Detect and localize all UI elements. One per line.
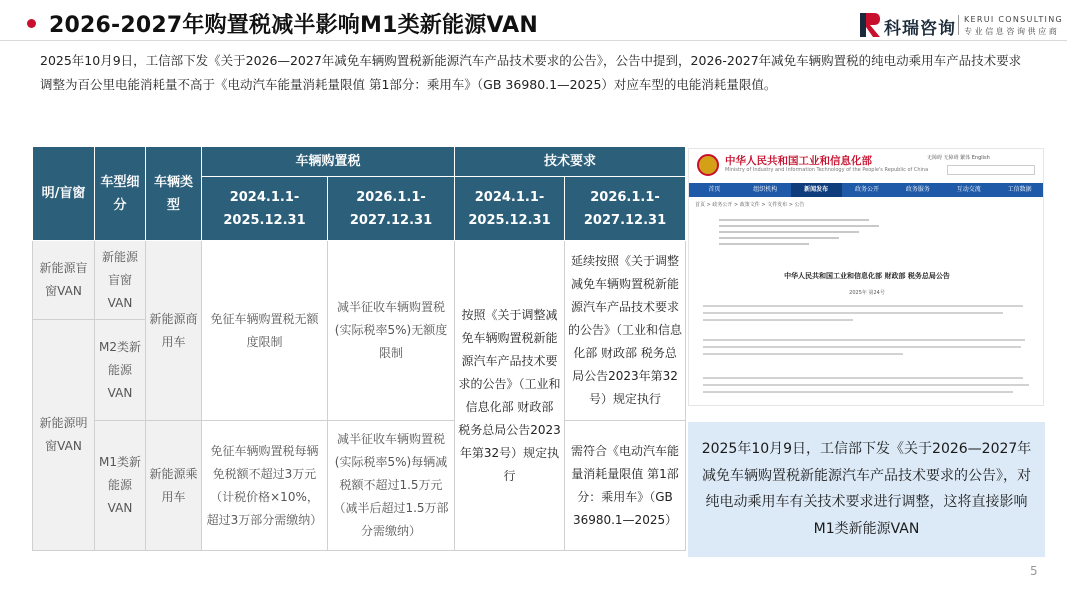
cell-passenger-tech-p2: 需符合《电动汽车能量消耗量限值 第1部分：乘用车》（GB 36980.1—2025） <box>565 421 686 551</box>
header-divider <box>0 40 1067 41</box>
gov-agency-name: 中华人民共和国工业和信息化部 <box>725 155 872 167</box>
gov-search-box <box>947 165 1035 175</box>
brand-logo <box>860 13 1064 39</box>
header-vehicle-category: 车辆类型 <box>146 147 202 241</box>
gov-nav-item: 工信数据 <box>1007 186 1032 193</box>
key-takeaway-callout: 2025年10月9日，工信部下发《关于2026—2027年减免车辆购置税新能源汽车产品技术要求的公告》，对纯电动乘用车有关技术要求进行调整，这将直接影响M1类新能源VAN <box>688 422 1045 557</box>
slide-title: 2026-2027年购置税减半影响M1类新能源VAN <box>49 13 538 38</box>
policy-table <box>32 146 686 551</box>
cell-commercial-tech-p2: 延续按照《关于调整减免车辆购置税新能源汽车产品技术要求的公告》（工业和信息化部 财政部 税务总局公告2023年第32号）规定执行 <box>565 241 686 421</box>
cell-blind-window-van: 新能源盲窗VAN <box>33 241 95 320</box>
gov-agency-name-en: Ministry of Industry and Information Technology of the People's Republic of China <box>725 167 929 173</box>
slide-header <box>0 0 1067 48</box>
logo-cn-text: 科瑞咨询 <box>884 19 956 39</box>
gov-nav-item: 政务公开 <box>855 186 880 193</box>
gov-doc-body <box>703 377 1031 398</box>
header-window-type: 明/盲窗 <box>33 147 95 241</box>
national-emblem-icon <box>697 154 719 176</box>
miit-announcement-screenshot <box>688 148 1044 406</box>
gov-doc-body <box>703 339 1031 360</box>
header-purchase-tax: 车辆购置税 <box>202 147 455 177</box>
gov-doc-title: 中华人民共和国工业和信息化部 财政部 税务总局公告 <box>784 272 950 280</box>
gov-site-header <box>689 149 1044 181</box>
gov-nav-item: 首页 <box>708 186 721 193</box>
title-bullet <box>27 19 36 28</box>
logo-divider <box>958 15 959 35</box>
gov-nav-item: 政务服务 <box>905 186 930 193</box>
gov-nav-item-active: 新闻发布 <box>791 183 842 197</box>
gov-doc-number: 2025年 第24号 <box>849 290 885 296</box>
kerui-logo-icon <box>860 13 880 37</box>
header-vehicle-subtype: 车型细分 <box>95 147 146 241</box>
header-tax-period-2: 2026.1.1-2027.12.31 <box>328 177 455 241</box>
gov-nav-item: 组织机构 <box>753 186 778 193</box>
cell-m1-van-subtype: M1类新能源VAN <box>95 421 146 551</box>
header-tech-period-1: 2024.1.1-2025.12.31 <box>455 177 565 241</box>
cell-passenger-tax-p2: 减半征收车辆购置税(实际税率5%)每辆减税额不超过1.5万元（减半后超过1.5万部分需缴纳） <box>328 421 455 551</box>
page-number: 5 <box>1030 564 1038 578</box>
cell-blind-van-subtype: 新能源盲窗VAN <box>95 241 146 320</box>
cell-passenger-vehicle: 新能源乘用车 <box>146 421 202 551</box>
cell-tech-p1-shared: 按照《关于调整减免车辆购置税新能源汽车产品技术要求的公告》（工业和信息化部 财政部 税务总局公告2023年第32号）规定执行 <box>455 241 565 551</box>
gov-top-links: 无障碍 无障碍 繁体 English <box>927 155 990 161</box>
cell-passenger-tax-p1: 免征车辆购置税每辆免税额不超过3万元（计税价格×10%，超过3万部分需缴纳） <box>202 421 328 551</box>
header-tech-period-2: 2026.1.1-2027.12.31 <box>565 177 686 241</box>
header-tax-period-1: 2024.1.1-2025.12.31 <box>202 177 328 241</box>
intro-paragraph: 2025年10月9日，工信部下发《关于2026—2027年减免车辆购置税新能源汽车产品技术要求的公告》，公告中提到，2026-2027年减免车辆购置税的纯电动乘用车产品技术要求调整为百公里电能消耗量不高于《电动汽车能量消耗量限值 第1部分：乘用车》（GB 36980.1—2025）对应车型的电能消耗量限值。 <box>40 53 1022 92</box>
gov-doc-body <box>703 305 1031 326</box>
gov-nav-bar <box>689 183 1044 197</box>
cell-bright-window-van: 新能源明窗VAN <box>33 320 95 551</box>
logo-en-text: KERUI CONSULTING <box>964 15 1064 24</box>
cell-m2-van-subtype: M2类新能源VAN <box>95 320 146 421</box>
cell-commercial-vehicle: 新能源商用车 <box>146 241 202 421</box>
logo-tagline: 专业信息咨询供应商 <box>964 27 1060 36</box>
header-tech-requirements: 技术要求 <box>455 147 686 177</box>
gov-breadcrumb: 首页 > 政务公开 > 政策文件 > 文件发布 > 公告 <box>695 202 805 208</box>
cell-commercial-tax-p2: 减半征收车辆购置税(实际税率5%)无额度限制 <box>328 241 455 421</box>
gov-doc-meta <box>719 219 879 249</box>
cell-commercial-tax-p1: 免征车辆购置税无额度限制 <box>202 241 328 421</box>
gov-nav-item: 互动交流 <box>956 186 981 193</box>
